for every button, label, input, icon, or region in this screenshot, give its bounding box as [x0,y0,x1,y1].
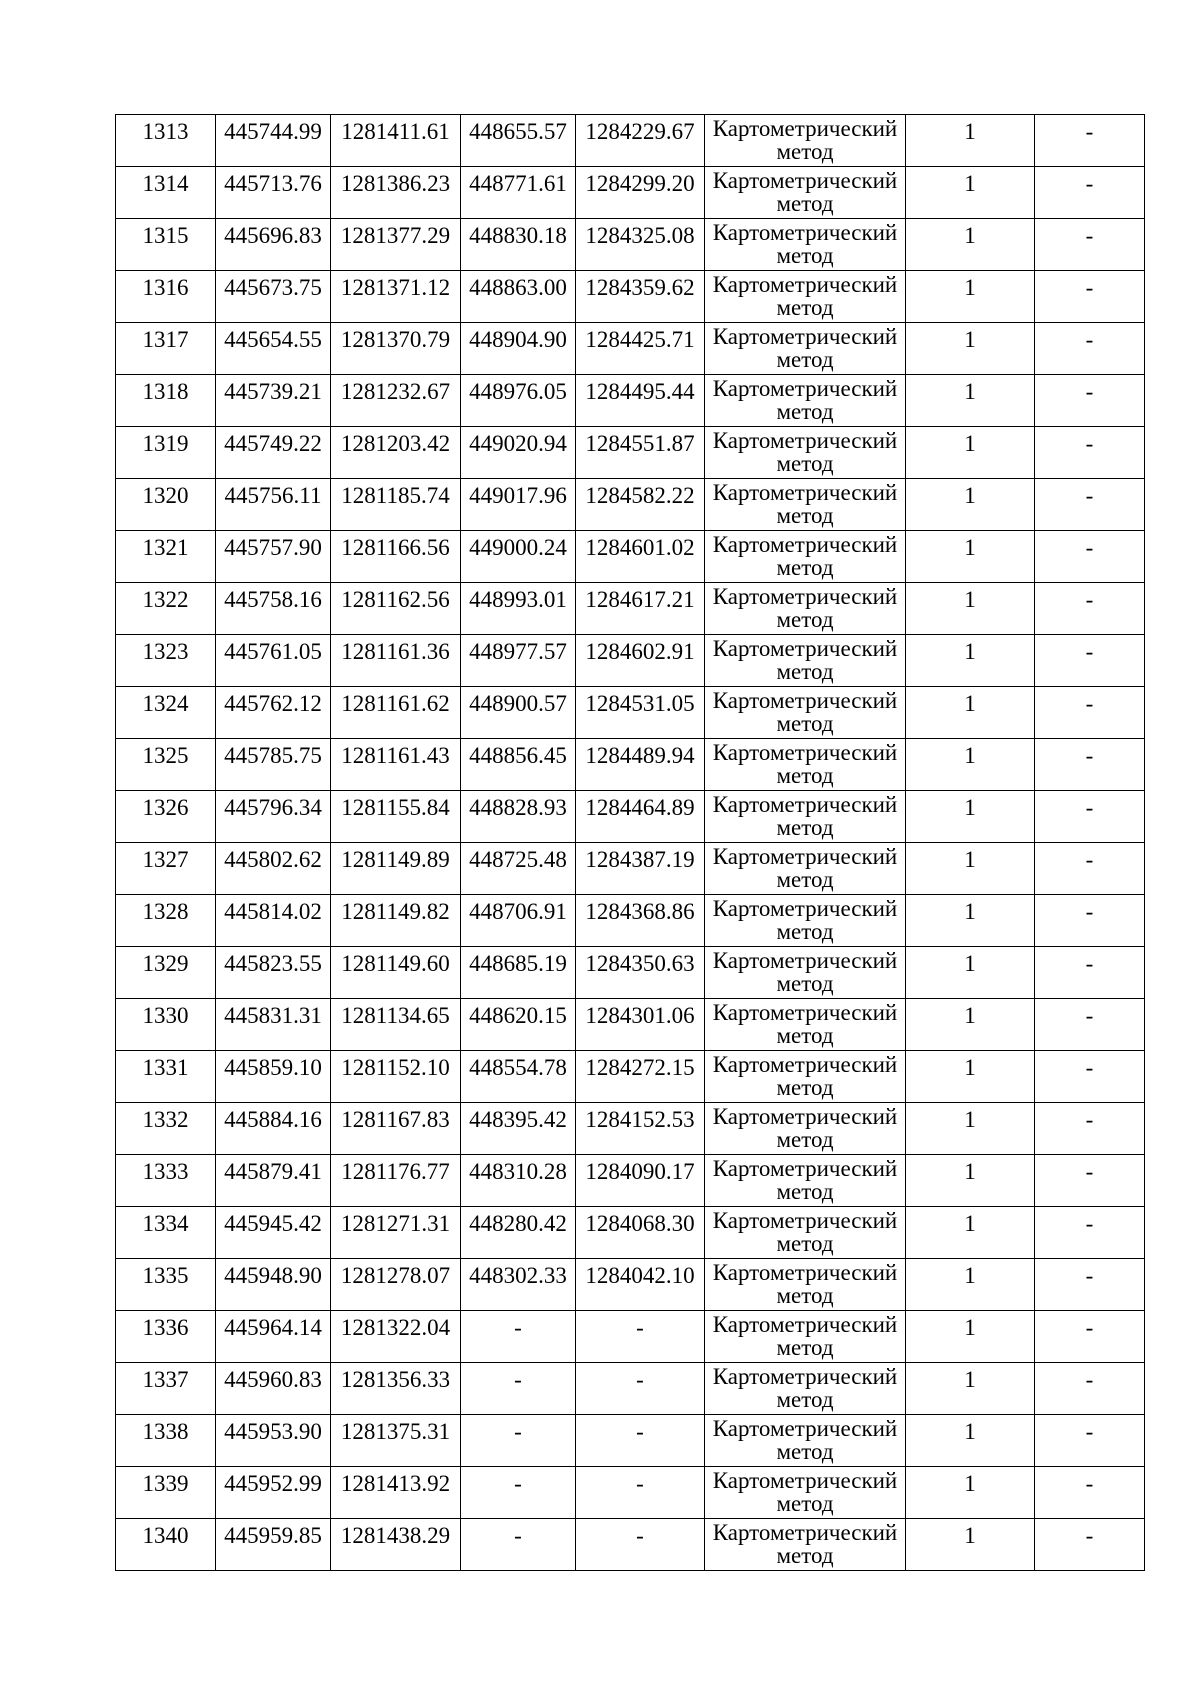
x1-cell: 445744.99 [216,115,331,167]
y1-cell: 1281271.31 [331,1207,461,1259]
note-cell: - [1035,1519,1145,1571]
x2-cell: 448904.90 [461,323,576,375]
y2-cell: 1284152.53 [576,1103,705,1155]
y1-cell: 1281161.62 [331,687,461,739]
method-cell [705,1311,906,1363]
method-text: Картометрический метод [712,1052,898,1100]
x2-cell: - [461,1363,576,1415]
accuracy-cell: 1 [906,271,1035,323]
y2-cell: 1284464.89 [576,791,705,843]
point-number-cell: 1315 [116,219,216,271]
table-row [116,635,1145,687]
method-text: Картометрический метод [712,740,898,788]
y2-cell: - [576,1415,705,1467]
note-cell: - [1035,999,1145,1051]
y1-cell: 1281167.83 [331,1103,461,1155]
method-text: Картометрический метод [712,168,898,216]
y1-cell: 1281356.33 [331,1363,461,1415]
accuracy-cell: 1 [906,1363,1035,1415]
method-text: Картометрический метод [712,116,898,164]
method-text: Картометрический метод [712,688,898,736]
point-number-cell: 1314 [116,167,216,219]
table-row [116,271,1145,323]
x1-cell: 445859.10 [216,1051,331,1103]
point-number-cell: 1333 [116,1155,216,1207]
table-row [116,843,1145,895]
table-row [116,167,1145,219]
x1-cell: 445948.90 [216,1259,331,1311]
method-cell [705,1207,906,1259]
x1-cell: 445796.34 [216,791,331,843]
accuracy-cell: 1 [906,1051,1035,1103]
note-cell: - [1035,635,1145,687]
x2-cell: 448725.48 [461,843,576,895]
accuracy-cell: 1 [906,739,1035,791]
method-cell [705,531,906,583]
method-cell [705,375,906,427]
y1-cell: 1281134.65 [331,999,461,1051]
table-row [116,1415,1145,1467]
note-cell: - [1035,1467,1145,1519]
x2-cell: 448828.93 [461,791,576,843]
point-number-cell: 1319 [116,427,216,479]
method-text: Картометрический метод [712,948,898,996]
note-cell: - [1035,895,1145,947]
x2-cell: - [461,1311,576,1363]
table-row [116,1311,1145,1363]
table-row [116,947,1145,999]
x2-cell: 448302.33 [461,1259,576,1311]
note-cell: - [1035,739,1145,791]
method-cell [705,739,906,791]
method-text: Картометрический метод [712,1520,898,1568]
method-text: Картометрический метод [712,1416,898,1464]
y1-cell: 1281185.74 [331,479,461,531]
method-text: Картометрический метод [712,376,898,424]
x1-cell: 445761.05 [216,635,331,687]
table-row [116,895,1145,947]
y2-cell: 1284601.02 [576,531,705,583]
method-text: Картометрический метод [712,428,898,476]
method-text: Картометрический метод [712,480,898,528]
method-cell [705,167,906,219]
x2-cell: - [461,1467,576,1519]
x2-cell: 448280.42 [461,1207,576,1259]
point-number-cell: 1336 [116,1311,216,1363]
method-cell [705,791,906,843]
accuracy-cell: 1 [906,531,1035,583]
accuracy-cell: 1 [906,1259,1035,1311]
x2-cell: 449017.96 [461,479,576,531]
y2-cell: 1284551.87 [576,427,705,479]
method-cell [705,271,906,323]
method-text: Картометрический метод [712,1000,898,1048]
accuracy-cell: 1 [906,115,1035,167]
x1-cell: 445802.62 [216,843,331,895]
method-cell [705,1519,906,1571]
x2-cell: 448706.91 [461,895,576,947]
accuracy-cell: 1 [906,323,1035,375]
method-cell [705,323,906,375]
y2-cell: 1284272.15 [576,1051,705,1103]
y2-cell: 1284602.91 [576,635,705,687]
x1-cell: 445879.41 [216,1155,331,1207]
point-number-cell: 1332 [116,1103,216,1155]
method-cell [705,687,906,739]
method-cell [705,1467,906,1519]
point-number-cell: 1323 [116,635,216,687]
accuracy-cell: 1 [906,843,1035,895]
note-cell: - [1035,1259,1145,1311]
accuracy-cell: 1 [906,1103,1035,1155]
x1-cell: 445831.31 [216,999,331,1051]
y1-cell: 1281371.12 [331,271,461,323]
y1-cell: 1281278.07 [331,1259,461,1311]
y1-cell: 1281166.56 [331,531,461,583]
method-text: Картометрический метод [712,272,898,320]
y2-cell: 1284229.67 [576,115,705,167]
x1-cell: 445960.83 [216,1363,331,1415]
table-row [116,1259,1145,1311]
accuracy-cell: 1 [906,375,1035,427]
y1-cell: 1281176.77 [331,1155,461,1207]
y2-cell: 1284325.08 [576,219,705,271]
y1-cell: 1281203.42 [331,427,461,479]
accuracy-cell: 1 [906,219,1035,271]
x1-cell: 445823.55 [216,947,331,999]
y1-cell: 1281413.92 [331,1467,461,1519]
accuracy-cell: 1 [906,791,1035,843]
accuracy-cell: 1 [906,427,1035,479]
y2-cell: 1284350.63 [576,947,705,999]
note-cell: - [1035,323,1145,375]
x1-cell: 445673.75 [216,271,331,323]
method-text: Картометрический метод [712,1104,898,1152]
point-number-cell: 1337 [116,1363,216,1415]
y1-cell: 1281161.43 [331,739,461,791]
x1-cell: 445814.02 [216,895,331,947]
y1-cell: 1281149.60 [331,947,461,999]
accuracy-cell: 1 [906,635,1035,687]
table-row [116,687,1145,739]
x2-cell: 448976.05 [461,375,576,427]
method-cell [705,1415,906,1467]
method-text: Картометрический метод [712,1156,898,1204]
method-cell [705,1155,906,1207]
x2-cell: 448685.19 [461,947,576,999]
table-row [116,1207,1145,1259]
method-cell [705,115,906,167]
table-row [116,1155,1145,1207]
y2-cell: 1284489.94 [576,739,705,791]
note-cell: - [1035,947,1145,999]
method-text: Картометрический метод [712,1364,898,1412]
method-text: Картометрический метод [712,220,898,268]
y2-cell: 1284495.44 [576,375,705,427]
method-cell [705,895,906,947]
x1-cell: 445713.76 [216,167,331,219]
y1-cell: 1281232.67 [331,375,461,427]
point-number-cell: 1325 [116,739,216,791]
method-text: Картометрический метод [712,792,898,840]
point-number-cell: 1321 [116,531,216,583]
y2-cell: 1284582.22 [576,479,705,531]
point-number-cell: 1324 [116,687,216,739]
x1-cell: 445762.12 [216,687,331,739]
y2-cell: 1284425.71 [576,323,705,375]
x2-cell: 448830.18 [461,219,576,271]
table-row [116,1363,1145,1415]
note-cell: - [1035,219,1145,271]
method-cell [705,427,906,479]
y1-cell: 1281152.10 [331,1051,461,1103]
y2-cell: 1284368.86 [576,895,705,947]
method-text: Картометрический метод [712,532,898,580]
x2-cell: 448554.78 [461,1051,576,1103]
accuracy-cell: 1 [906,167,1035,219]
y1-cell: 1281162.56 [331,583,461,635]
method-text: Картометрический метод [712,1208,898,1256]
accuracy-cell: 1 [906,1311,1035,1363]
y2-cell: - [576,1519,705,1571]
y1-cell: 1281377.29 [331,219,461,271]
table-row [116,1103,1145,1155]
y2-cell: 1284617.21 [576,583,705,635]
note-cell: - [1035,479,1145,531]
accuracy-cell: 1 [906,479,1035,531]
x1-cell: 445756.11 [216,479,331,531]
note-cell: - [1035,167,1145,219]
x2-cell: 448771.61 [461,167,576,219]
y1-cell: 1281155.84 [331,791,461,843]
y1-cell: 1281386.23 [331,167,461,219]
table-row [116,739,1145,791]
x2-cell: - [461,1519,576,1571]
method-text: Картометрический метод [712,1260,898,1308]
note-cell: - [1035,375,1145,427]
point-number-cell: 1320 [116,479,216,531]
x2-cell: 448620.15 [461,999,576,1051]
point-number-cell: 1313 [116,115,216,167]
x2-cell: 448993.01 [461,583,576,635]
x2-cell: 448977.57 [461,635,576,687]
accuracy-cell: 1 [906,947,1035,999]
table-row [116,1051,1145,1103]
y1-cell: 1281161.36 [331,635,461,687]
method-text: Картометрический метод [712,1468,898,1516]
accuracy-cell: 1 [906,1467,1035,1519]
accuracy-cell: 1 [906,1207,1035,1259]
method-cell [705,635,906,687]
x1-cell: 445749.22 [216,427,331,479]
y2-cell: - [576,1363,705,1415]
note-cell: - [1035,1207,1145,1259]
x2-cell: 448900.57 [461,687,576,739]
point-number-cell: 1338 [116,1415,216,1467]
x1-cell: 445959.85 [216,1519,331,1571]
coordinates-table-body [116,115,1145,1571]
table-row [116,1519,1145,1571]
point-number-cell: 1328 [116,895,216,947]
point-number-cell: 1318 [116,375,216,427]
y2-cell: 1284299.20 [576,167,705,219]
x2-cell: 448310.28 [461,1155,576,1207]
method-text: Картометрический метод [712,844,898,892]
coordinates-table [115,114,1145,1571]
point-number-cell: 1334 [116,1207,216,1259]
point-number-cell: 1335 [116,1259,216,1311]
note-cell: - [1035,1103,1145,1155]
point-number-cell: 1331 [116,1051,216,1103]
y2-cell: 1284068.30 [576,1207,705,1259]
point-number-cell: 1317 [116,323,216,375]
method-cell [705,219,906,271]
y2-cell: 1284359.62 [576,271,705,323]
y2-cell: - [576,1467,705,1519]
method-text: Картометрический метод [712,584,898,632]
method-text: Картометрический метод [712,636,898,684]
table-row [116,479,1145,531]
note-cell: - [1035,1155,1145,1207]
table-row [116,219,1145,271]
point-number-cell: 1327 [116,843,216,895]
x1-cell: 445945.42 [216,1207,331,1259]
method-cell [705,999,906,1051]
note-cell: - [1035,583,1145,635]
y2-cell: 1284090.17 [576,1155,705,1207]
y1-cell: 1281149.82 [331,895,461,947]
note-cell: - [1035,1363,1145,1415]
accuracy-cell: 1 [906,1519,1035,1571]
point-number-cell: 1316 [116,271,216,323]
y2-cell: 1284042.10 [576,1259,705,1311]
note-cell: - [1035,1311,1145,1363]
table-row [116,323,1145,375]
accuracy-cell: 1 [906,999,1035,1051]
y2-cell: 1284301.06 [576,999,705,1051]
accuracy-cell: 1 [906,1415,1035,1467]
table-row [116,427,1145,479]
x2-cell: 448863.00 [461,271,576,323]
method-cell [705,843,906,895]
accuracy-cell: 1 [906,895,1035,947]
x1-cell: 445758.16 [216,583,331,635]
method-cell [705,1103,906,1155]
accuracy-cell: 1 [906,687,1035,739]
x2-cell: 448395.42 [461,1103,576,1155]
method-text: Картометрический метод [712,1312,898,1360]
table-row [116,115,1145,167]
method-cell [705,1259,906,1311]
point-number-cell: 1339 [116,1467,216,1519]
table-row [116,583,1145,635]
method-cell [705,479,906,531]
method-cell [705,1363,906,1415]
accuracy-cell: 1 [906,583,1035,635]
note-cell: - [1035,531,1145,583]
note-cell: - [1035,1051,1145,1103]
y1-cell: 1281149.89 [331,843,461,895]
note-cell: - [1035,687,1145,739]
note-cell: - [1035,271,1145,323]
x1-cell: 445964.14 [216,1311,331,1363]
table-row [116,791,1145,843]
y2-cell: 1284531.05 [576,687,705,739]
accuracy-cell: 1 [906,1155,1035,1207]
note-cell: - [1035,791,1145,843]
y1-cell: 1281438.29 [331,1519,461,1571]
x1-cell: 445785.75 [216,739,331,791]
x2-cell: 449020.94 [461,427,576,479]
x1-cell: 445884.16 [216,1103,331,1155]
y1-cell: 1281411.61 [331,115,461,167]
table-row [116,1467,1145,1519]
x2-cell: - [461,1415,576,1467]
point-number-cell: 1330 [116,999,216,1051]
method-text: Картометрический метод [712,324,898,372]
x1-cell: 445953.90 [216,1415,331,1467]
point-number-cell: 1326 [116,791,216,843]
x2-cell: 448856.45 [461,739,576,791]
x2-cell: 449000.24 [461,531,576,583]
note-cell: - [1035,843,1145,895]
x1-cell: 445739.21 [216,375,331,427]
note-cell: - [1035,115,1145,167]
y2-cell: - [576,1311,705,1363]
note-cell: - [1035,427,1145,479]
point-number-cell: 1322 [116,583,216,635]
table-row [116,375,1145,427]
y1-cell: 1281322.04 [331,1311,461,1363]
point-number-cell: 1340 [116,1519,216,1571]
x1-cell: 445654.55 [216,323,331,375]
point-number-cell: 1329 [116,947,216,999]
y1-cell: 1281370.79 [331,323,461,375]
x1-cell: 445952.99 [216,1467,331,1519]
note-cell: - [1035,1415,1145,1467]
table-row [116,531,1145,583]
x2-cell: 448655.57 [461,115,576,167]
method-cell [705,1051,906,1103]
x1-cell: 445696.83 [216,219,331,271]
y2-cell: 1284387.19 [576,843,705,895]
y1-cell: 1281375.31 [331,1415,461,1467]
method-cell [705,947,906,999]
method-text: Картометрический метод [712,896,898,944]
method-cell [705,583,906,635]
x1-cell: 445757.90 [216,531,331,583]
table-row [116,999,1145,1051]
